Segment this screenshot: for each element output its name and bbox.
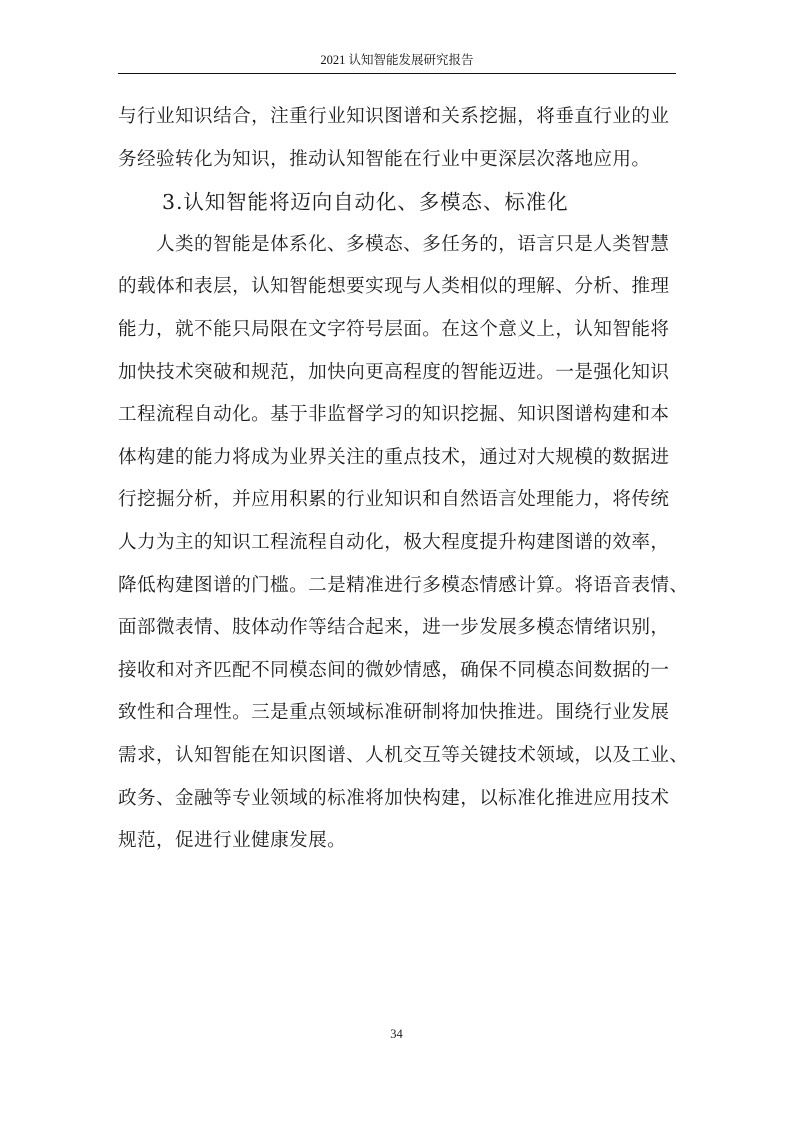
page-number: 34 bbox=[390, 1027, 403, 1041]
text-line: 能力，就不能只局限在文字符号层面。在这个意义上，认知智能将 bbox=[118, 318, 670, 340]
text-line: 务经验转化为知识，推动认知智能在行业中更深层次落地应用。 bbox=[118, 148, 651, 170]
text-line: 人力为主的知识工程流程自动化，极大程度提升构建图谱的效率， bbox=[118, 531, 670, 553]
text-line: 加快技术突破和规范，加快向更高程度的智能迈进。一是强化知识 bbox=[118, 361, 670, 383]
text-line: 与行业知识结合，注重行业知识图谱和关系挖掘，将垂直行业的业 bbox=[118, 106, 670, 127]
running-header: 2021 认知智能发展研究报告 bbox=[320, 53, 474, 67]
text-line: 接收和对齐匹配不同模态间的微妙情感，确保不同模态间数据的一 bbox=[118, 659, 670, 681]
text-line: 面部微表情、肢体动作等结合起来，进一步发展多模态情绪识别， bbox=[118, 617, 670, 639]
text-line: 致性和合理性。三是重点领域标准研制将加快推进。围绕行业发展 bbox=[118, 702, 670, 724]
document-body bbox=[118, 96, 689, 863]
text-line: 的载体和表层，认知智能想要实现与人类相似的理解、分析、推理 bbox=[118, 276, 670, 298]
text-line: 体构建的能力将成为业界关注的重点技术，通过对大规模的数据进 bbox=[118, 446, 670, 468]
text-line: 政务、金融等专业领域的标准将加快构建，以标准化推进应用技术 bbox=[118, 787, 670, 809]
text-line: 降低构建图谱的门槛。二是精准进行多模态情感计算。将语音表情、 bbox=[118, 574, 689, 596]
section-heading: 3.认知智能将迈向自动化、多模态、标准化 bbox=[162, 190, 569, 215]
header-divider bbox=[118, 73, 676, 74]
text-line: 规范，促进行业健康发展。 bbox=[118, 830, 347, 852]
text-line: 人类的智能是体系化、多模态、多任务的，语言只是人类智慧 bbox=[156, 233, 670, 255]
text-line: 工程流程自动化。基于非监督学习的知识挖掘、知识图谱构建和本 bbox=[118, 404, 670, 426]
text-line: 行挖掘分析，并应用积累的行业知识和自然语言处理能力，将传统 bbox=[118, 489, 670, 511]
text-line: 需求，认知智能在知识图谱、人机交互等关键技术领域，以及工业、 bbox=[118, 744, 689, 766]
